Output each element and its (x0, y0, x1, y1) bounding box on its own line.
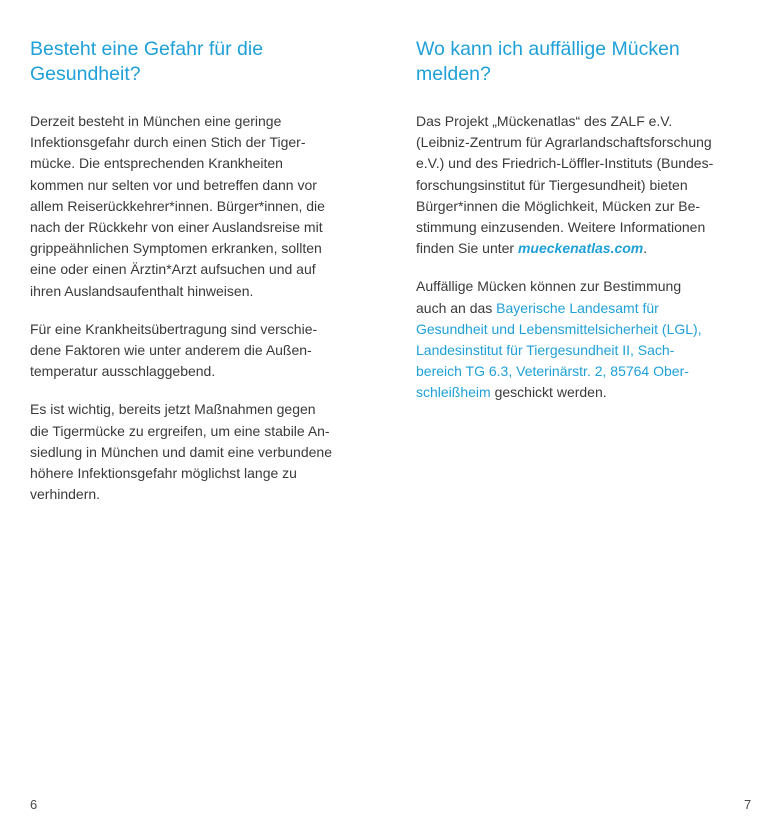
text-line: (Leibniz-Zentrum für Agrarlandschaftsforschung (416, 134, 712, 151)
text-line: nach der Rückkehr von einer Auslandsreise mit (30, 219, 323, 236)
left-title-line: Besteht eine Gefahr für die (30, 38, 264, 60)
left-body (30, 111, 370, 522)
text-line (416, 298, 756, 319)
text-line: Das Projekt „Mückenatlas“ des ZALF e.V. (416, 113, 673, 129)
text-line: e.V.) und des Friedrich-Löffler-Instituts (Bundes- (416, 155, 714, 172)
right-paragraph-1 (416, 111, 756, 259)
left-paragraph-3 (30, 399, 370, 505)
text-line: höhere Infektionsgefahr möglichst lange zu (30, 465, 297, 482)
left-paragraph-1 (30, 111, 370, 302)
text-line: stimmung einzusenden. Weitere Informationen (416, 219, 706, 236)
right-section-title (416, 37, 756, 87)
text-line: verhindern. (30, 486, 101, 503)
text-line: Es ist wichtig, bereits jetzt Maßnahmen gegen (30, 401, 316, 418)
text-line: dene Faktoren wie unter anderem die Außen- (30, 342, 312, 359)
text-line: die Tigermücke zu ergreifen, um eine stabile An- (30, 422, 330, 439)
text-line: Auffällige Mücken können zur Bestimmung (416, 278, 682, 295)
mueckenatlas-link[interactable]: mueckenatlas.com (517, 240, 644, 257)
text-line: Für eine Krankheitsübertragung sind verschie- (30, 320, 318, 337)
text-line: eine oder einen Ärztin*Arzt aufsuchen und auf (30, 261, 316, 278)
text-fragment: . (643, 240, 648, 257)
text-line: ihren Auslandsaufenthalt hinweisen. (30, 282, 254, 299)
text-line: forschungsinstitut für Tiergesundheit) bieten (416, 176, 688, 193)
lgl-address-link[interactable]: bereich TG 6.3, Veterinärstr. 2, 85764 Ober- (416, 363, 689, 380)
left-title-line: Gesundheit? (30, 63, 141, 85)
left-paragraph-2 (30, 319, 370, 383)
text-fragment: geschickt werden. (490, 384, 607, 401)
right-title-line: melden? (416, 63, 491, 85)
text-line: siedlung in München und damit eine verbundene (30, 443, 332, 460)
text-line: Derzeit besteht in München eine geringe (30, 113, 282, 129)
lgl-address-link[interactable]: Landesinstitut für Tiergesundheit II, Sach- (416, 342, 675, 359)
lgl-address-link[interactable]: Bayerische Landesamt für (496, 299, 659, 316)
text-line: kommen nur selten vor und betreffen dann vor (30, 176, 317, 193)
text-line (416, 238, 756, 259)
text-line: allem Reiserückkehrer*innen. Bürger*innen, die (30, 197, 325, 214)
lgl-address-link[interactable]: Gesundheit und Lebensmittelsicherheit (LGL), (416, 320, 702, 337)
text-line: Bürger*innen die Möglichkeit, Mücken zur Be- (416, 197, 701, 214)
text-fragment: finden Sie unter (416, 240, 518, 257)
text-line: temperatur ausschlaggebend. (30, 363, 216, 380)
right-title-line: Wo kann ich auffällige Mücken (416, 38, 680, 60)
text-line: Infektionsgefahr durch einen Stich der Tiger- (30, 134, 306, 151)
page-number-left: 6 (30, 797, 38, 812)
text-fragment: auch an das (416, 299, 497, 316)
lgl-address-link[interactable]: schleißheim (416, 384, 491, 401)
text-line: grippeähnlichen Symptomen erkranken, sollten (30, 240, 322, 257)
text-line: mücke. Die entsprechenden Krankheiten (30, 155, 283, 172)
right-body (416, 111, 756, 421)
page-number-right: 7 (744, 797, 752, 812)
right-paragraph-2 (416, 276, 756, 403)
left-section-title (30, 37, 370, 87)
text-line (416, 382, 756, 403)
